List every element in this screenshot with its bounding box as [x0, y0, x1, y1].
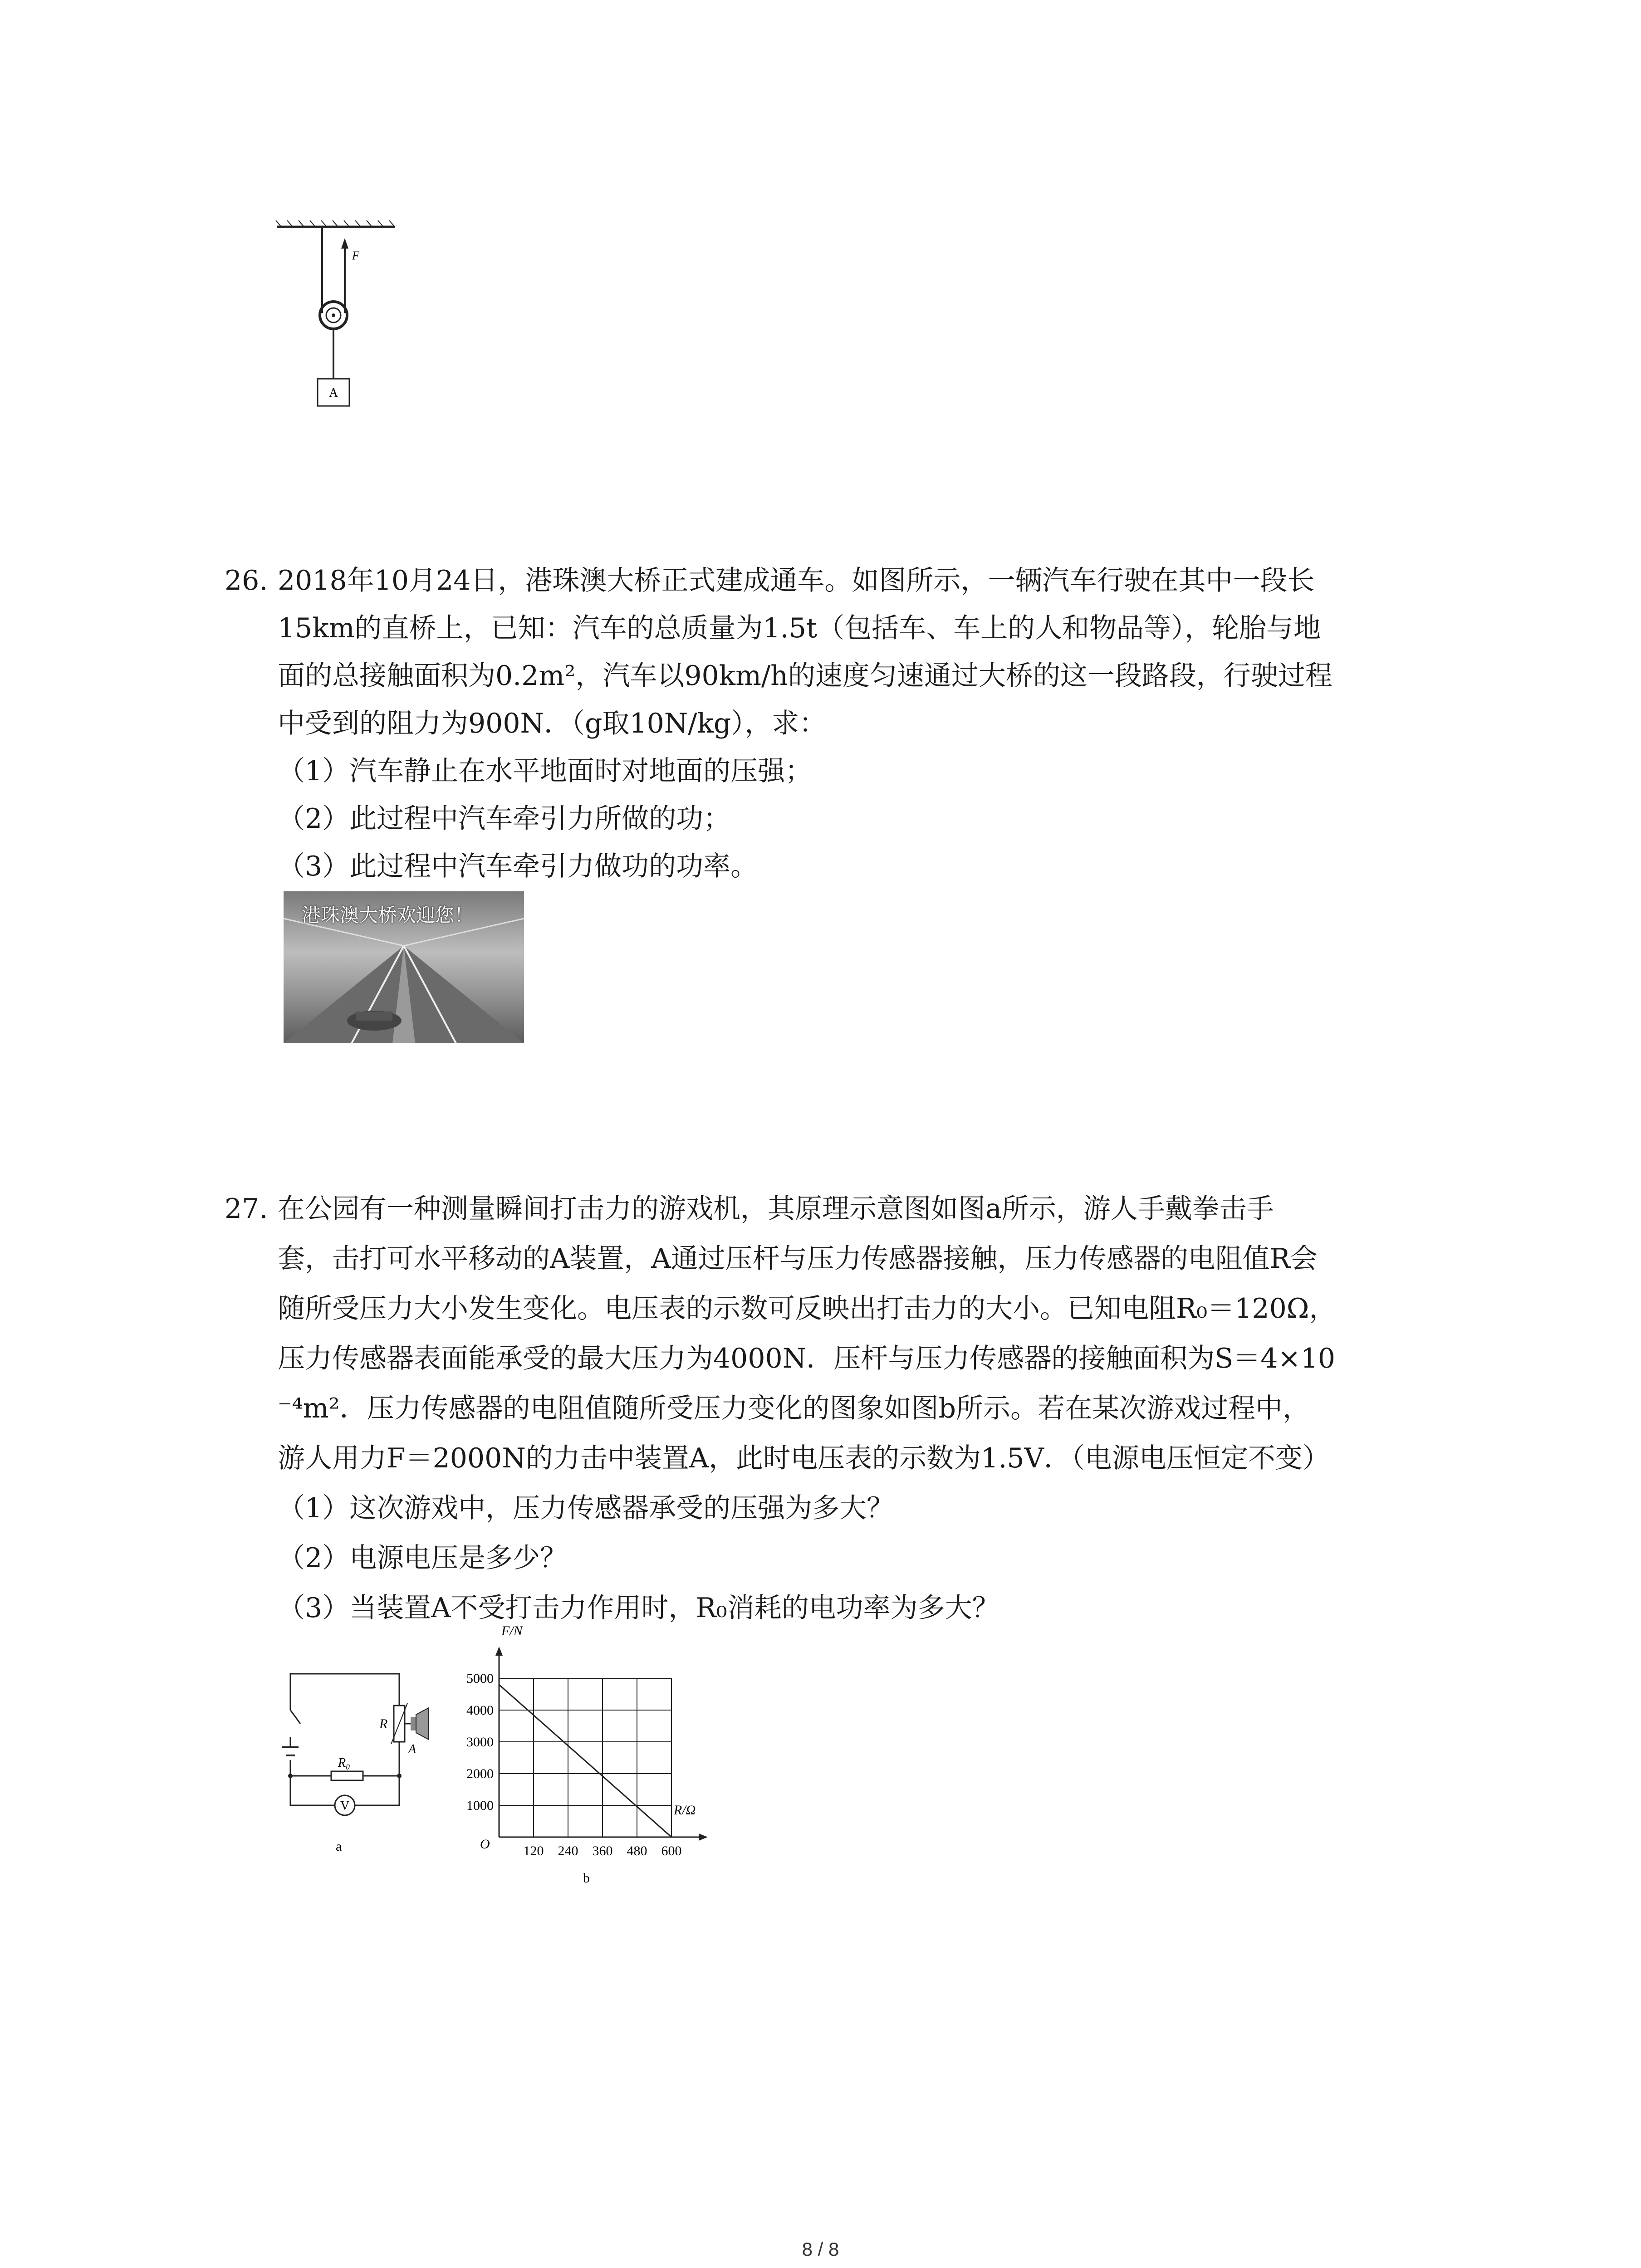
r0-label: R₀	[338, 1756, 350, 1770]
y-tick-label: 3000	[466, 1735, 494, 1750]
q26-number: 26.	[225, 565, 268, 596]
x-tick-label: 600	[661, 1843, 682, 1858]
bridge-photo	[284, 891, 524, 1043]
q26-line-6: （2）此过程中汽车牵引力所做的功；	[278, 803, 731, 835]
x-tick-label: 360	[592, 1843, 613, 1858]
x-axis-arrow	[699, 1833, 708, 1841]
x-axis-label: R/Ω	[674, 1803, 696, 1818]
q27-line-7: （1）这次游戏中，压力传感器承受的压强为多大？	[278, 1492, 894, 1524]
y-tick-label: 5000	[466, 1671, 494, 1686]
q27-line-6: 游人用力F＝2000N的力击中装置A，此时电压表的示数为1.5V．（电源电压恒定不变）	[278, 1442, 1330, 1474]
y-axis-arrow	[495, 1647, 503, 1656]
y-tick-label: 2000	[466, 1766, 494, 1781]
block-label: A	[329, 386, 338, 400]
q27-line-1: 在公园有一种测量瞬间打击力的游戏机，其原理示意图如图a所示，游人手戴拳击手	[278, 1193, 1274, 1225]
q27-number: 27.	[225, 1193, 268, 1225]
q27-line-4: 压力传感器表面能承受的最大压力为4000N．压杆与压力传感器的接触面积为S＝4×10	[278, 1343, 1336, 1374]
series-line	[499, 1685, 671, 1837]
x-tick-label: 240	[558, 1843, 578, 1858]
q27-line-8: （2）电源电压是多少？	[278, 1542, 568, 1574]
q26-line-3: 面的总接触面积为0.2m²，汽车以90km/h的速度匀速通过大桥的这一段路段，行驶过程	[278, 660, 1332, 692]
photo-caption: 港珠澳大桥欢迎您！	[302, 904, 474, 926]
q26-line-5: （1）汽车静止在水平地面时对地面的压强；	[278, 755, 813, 787]
q26-line-7: （3）此过程中汽车牵引力做功的功率。	[278, 850, 758, 882]
q26-line-2: 15km的直桥上，已知：汽车的总质量为1.5t（包括车、车上的人和物品等），轮胎与地	[278, 612, 1321, 644]
figure-a-caption: a	[336, 1839, 342, 1854]
x-tick-label: 480	[627, 1843, 647, 1858]
force-label: F	[352, 249, 359, 262]
q26-line-4: 中受到的阻力为900N．（g取10N/kg），求：	[278, 708, 827, 739]
y-axis-label: F/N	[501, 1623, 523, 1638]
y-tick-label: 4000	[466, 1703, 494, 1718]
r-label: R	[379, 1716, 388, 1731]
y-tick-label: 1000	[466, 1798, 494, 1813]
q27-line-9: （3）当装置A不受打击力作用时，R₀消耗的电功率为多大？	[278, 1592, 999, 1624]
origin-label: O	[480, 1837, 490, 1852]
q26-line-1: 2018年10月24日，港珠澳大桥正式建成通车。如图所示，一辆汽车行驶在其中一段长	[278, 565, 1315, 596]
graph-figure-b	[445, 1615, 735, 1887]
q27-line-2: 套，击打可水平移动的A装置，A通过压杆与压力传感器接触，压力传感器的电阻值R会	[278, 1243, 1318, 1275]
page-number: 8 / 8	[802, 2239, 839, 2260]
a-device-label: A	[408, 1742, 416, 1756]
circuit-figure-a	[272, 1651, 445, 1878]
x-tick-label: 120	[523, 1843, 544, 1858]
figure-b-caption: b	[583, 1871, 590, 1886]
q27-line-3: 随所受压力大小发生变化。电压表的示数可反映出打击力的大小。已知电阻R₀＝120Ω，	[278, 1293, 1337, 1325]
voltmeter-label: V	[340, 1799, 350, 1813]
pulley-figure	[272, 218, 399, 426]
q27-line-5: ⁻⁴m²．压力传感器的电阻值随所受压力变化的图象如图b所示。若在某次游戏过程中，	[278, 1393, 1310, 1424]
